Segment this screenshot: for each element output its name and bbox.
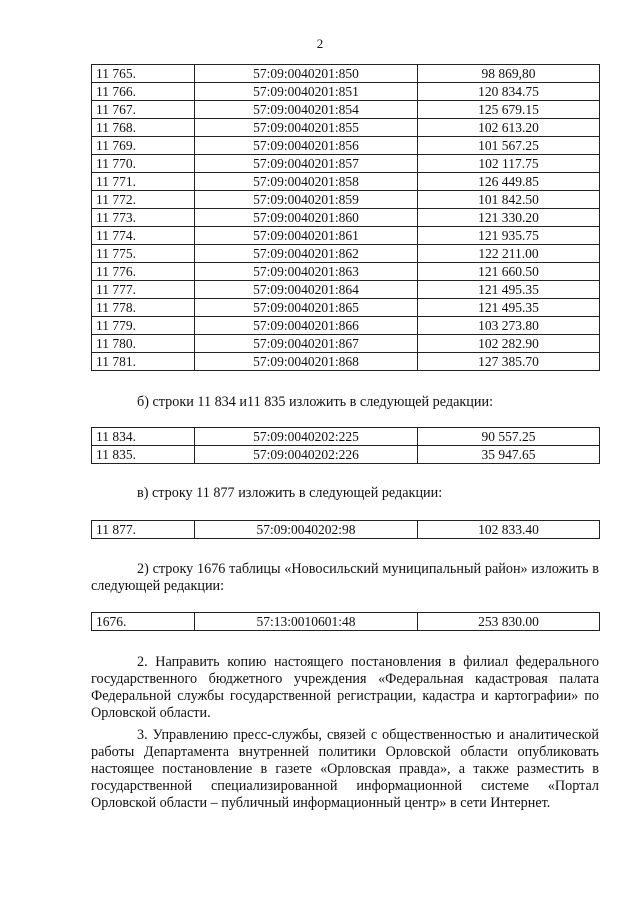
- row-number-cell: 11 765.: [92, 65, 195, 83]
- table-row: [92, 353, 600, 371]
- paragraph-b: б) строки 11 834 и11 835 изложить в следующей редакции:: [137, 394, 494, 410]
- cadastral-number-cell: 57:09:0040201:855: [195, 119, 418, 137]
- cadastral-number-cell: 57:09:0040201:857: [195, 155, 418, 173]
- cadastral-number-cell: 57:09:0040201:867: [195, 335, 418, 353]
- row-number-cell: 11 877.: [92, 521, 195, 539]
- table-row: [92, 173, 600, 191]
- table-row: [92, 428, 600, 446]
- row-number-cell: 11 770.: [92, 155, 195, 173]
- paragraph-2: 2) строку 1676 таблицы «Новосильский муниципальный район» изложить в следующей редакции:: [91, 561, 599, 594]
- cadastral-number-cell: 57:09:0040201:860: [195, 209, 418, 227]
- cadastral-number-cell: 57:09:0040201:850: [195, 65, 418, 83]
- cadastral-table-b: [91, 427, 600, 464]
- table-row: [92, 155, 600, 173]
- table-row: [92, 521, 600, 539]
- cadastral-value-cell: 121 495.35: [418, 299, 600, 317]
- table-row: [92, 281, 600, 299]
- cadastral-number-cell: 57:09:0040202:225: [195, 428, 418, 446]
- table-row: [92, 119, 600, 137]
- cadastral-value-cell: 103 273.80: [418, 317, 600, 335]
- row-number-cell: 11 835.: [92, 446, 195, 464]
- cadastral-number-cell: 57:09:0040201:858: [195, 173, 418, 191]
- table-row: [92, 317, 600, 335]
- cadastral-value-cell: 35 947.65: [418, 446, 600, 464]
- cadastral-value-cell: 126 449.85: [418, 173, 600, 191]
- table-row: [92, 209, 600, 227]
- cadastral-number-cell: 57:09:0040201:863: [195, 263, 418, 281]
- row-number-cell: 11 774.: [92, 227, 195, 245]
- row-number-cell: 11 777.: [92, 281, 195, 299]
- table-row: [92, 83, 600, 101]
- cadastral-number-cell: 57:09:0040202:226: [195, 446, 418, 464]
- cadastral-value-cell: 120 834.75: [418, 83, 600, 101]
- cadastral-value-cell: 102 117.75: [418, 155, 600, 173]
- table-row: [92, 613, 600, 631]
- cadastral-table-main: [91, 64, 600, 371]
- clause-2: 2. Направить копию настоящего постановления в филиал федерального государственного бюджетного учреждения «Федеральная кадастровая палата Федеральной службы государственной регистрации, кадастра и картографии» по Орловской области.: [91, 654, 599, 721]
- cadastral-value-cell: 121 935.75: [418, 227, 600, 245]
- row-number-cell: 11 779.: [92, 317, 195, 335]
- cadastral-value-cell: 102 282.90: [418, 335, 600, 353]
- cadastral-value-cell: 253 830.00: [418, 613, 600, 631]
- row-number-cell: 11 778.: [92, 299, 195, 317]
- table-row: [92, 299, 600, 317]
- row-number-cell: 11 769.: [92, 137, 195, 155]
- row-number-cell: 11 776.: [92, 263, 195, 281]
- cadastral-number-cell: 57:09:0040201:864: [195, 281, 418, 299]
- cadastral-value-cell: 121 660.50: [418, 263, 600, 281]
- row-number-cell: 11 772.: [92, 191, 195, 209]
- cadastral-number-cell: 57:09:0040201:856: [195, 137, 418, 155]
- table-row: [92, 227, 600, 245]
- row-number-cell: 11 781.: [92, 353, 195, 371]
- table-row: [92, 65, 600, 83]
- cadastral-value-cell: 122 211.00: [418, 245, 600, 263]
- cadastral-value-cell: 121 330.20: [418, 209, 600, 227]
- cadastral-value-cell: 125 679.15: [418, 101, 600, 119]
- row-number-cell: 11 775.: [92, 245, 195, 263]
- row-number-cell: 11 766.: [92, 83, 195, 101]
- paragraph-v: в) строку 11 877 изложить в следующей редакции:: [137, 485, 443, 501]
- cadastral-number-cell: 57:09:0040201:868: [195, 353, 418, 371]
- table-row: [92, 446, 600, 464]
- cadastral-number-cell: 57:09:0040201:859: [195, 191, 418, 209]
- cadastral-table-v: [91, 520, 600, 539]
- cadastral-value-cell: 98 869,80: [418, 65, 600, 83]
- cadastral-value-cell: 121 495.35: [418, 281, 600, 299]
- row-number-cell: 11 767.: [92, 101, 195, 119]
- row-number-cell: 11 768.: [92, 119, 195, 137]
- cadastral-number-cell: 57:09:0040201:865: [195, 299, 418, 317]
- row-number-cell: 1676.: [92, 613, 195, 631]
- table-row: [92, 263, 600, 281]
- cadastral-value-cell: 102 833.40: [418, 521, 600, 539]
- cadastral-number-cell: 57:09:0040201:862: [195, 245, 418, 263]
- cadastral-value-cell: 101 567.25: [418, 137, 600, 155]
- row-number-cell: 11 834.: [92, 428, 195, 446]
- cadastral-number-cell: 57:09:0040202:98: [195, 521, 418, 539]
- cadastral-value-cell: 90 557.25: [418, 428, 600, 446]
- table-row: [92, 137, 600, 155]
- cadastral-number-cell: 57:13:0010601:48: [195, 613, 418, 631]
- table-row: [92, 245, 600, 263]
- cadastral-value-cell: 101 842.50: [418, 191, 600, 209]
- cadastral-number-cell: 57:09:0040201:866: [195, 317, 418, 335]
- page-number: 2: [316, 36, 324, 51]
- table-row: [92, 101, 600, 119]
- clause-3: 3. Управлению пресс-службы, связей с общественностью и аналитической работы Департамента внутренней политики Орловской области опубликовать настоящее постановление в газете «Орловская правда», а также разместить в государственной специализированной информационной системе «Портал Орловской области – публичный информационный центр» в сети Интернет.: [91, 727, 599, 811]
- cadastral-number-cell: 57:09:0040201:861: [195, 227, 418, 245]
- table-row: [92, 335, 600, 353]
- cadastral-table-2: [91, 612, 600, 631]
- row-number-cell: 11 780.: [92, 335, 195, 353]
- row-number-cell: 11 773.: [92, 209, 195, 227]
- row-number-cell: 11 771.: [92, 173, 195, 191]
- cadastral-number-cell: 57:09:0040201:854: [195, 101, 418, 119]
- table-row: [92, 191, 600, 209]
- cadastral-number-cell: 57:09:0040201:851: [195, 83, 418, 101]
- cadastral-value-cell: 102 613.20: [418, 119, 600, 137]
- cadastral-value-cell: 127 385.70: [418, 353, 600, 371]
